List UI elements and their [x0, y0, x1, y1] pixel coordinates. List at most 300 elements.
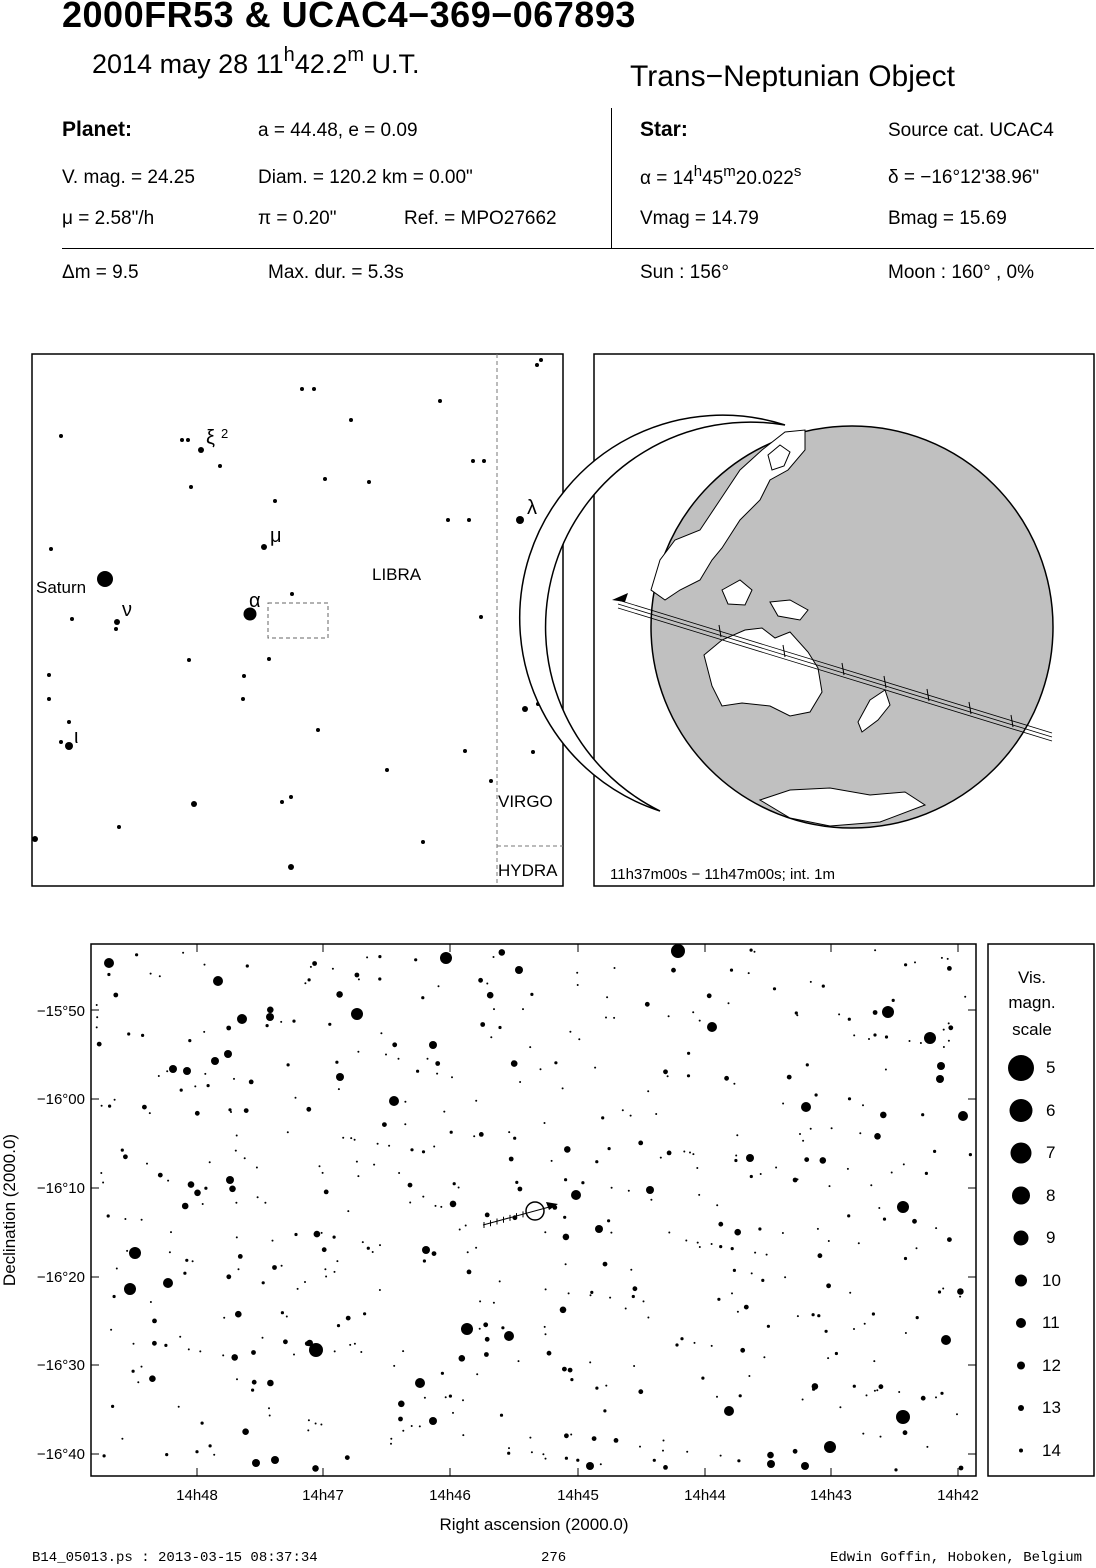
- detail-star: [921, 1396, 926, 1401]
- finder-stars: [32, 358, 556, 870]
- detail-star: [754, 951, 756, 953]
- detail-star: [249, 1080, 254, 1085]
- detail-star: [831, 1127, 833, 1129]
- detail-star: [724, 1076, 729, 1081]
- planet-reference: Ref. = MPO27662: [404, 208, 557, 229]
- detail-star: [920, 1042, 922, 1044]
- detail-star: [324, 1190, 329, 1195]
- detail-star: [123, 1154, 128, 1159]
- constellation-virgo: VIRGO: [498, 792, 553, 811]
- detail-star: [141, 1219, 143, 1221]
- finder-star: [482, 459, 486, 463]
- legend-mag-label: 12: [1042, 1356, 1061, 1375]
- legend-mag-label: 11: [1042, 1313, 1060, 1332]
- detail-star: [935, 1227, 937, 1229]
- detail-star: [167, 1180, 169, 1182]
- detail-star: [817, 1314, 820, 1317]
- detail-star: [839, 1406, 841, 1408]
- finder-star: [242, 674, 246, 678]
- detail-star: [135, 953, 138, 956]
- finder-star: [463, 749, 467, 753]
- detail-star: [663, 1440, 665, 1442]
- detail-star: [826, 1283, 831, 1288]
- detail-star: [467, 1270, 472, 1275]
- detail-star: [515, 1181, 518, 1184]
- detail-star: [449, 1395, 452, 1398]
- detail-star: [796, 1014, 798, 1016]
- detail-star: [590, 1294, 592, 1296]
- detail-star: [281, 1265, 283, 1267]
- detail-star: [504, 1331, 514, 1341]
- detail-star: [150, 973, 152, 975]
- detail-star: [873, 1010, 878, 1015]
- detail-star: [473, 1135, 475, 1137]
- detail-star: [349, 1344, 351, 1346]
- detail-star: [853, 1034, 855, 1036]
- detail-star: [269, 1415, 271, 1417]
- detail-star: [734, 1229, 741, 1236]
- detail-star: [916, 1316, 919, 1319]
- detail-star: [385, 1054, 387, 1056]
- detail-star: [493, 1302, 495, 1304]
- detail-star: [450, 1201, 457, 1208]
- legend-dot: [1016, 1318, 1026, 1328]
- detail-star: [529, 1046, 531, 1048]
- detail-star: [653, 1459, 656, 1462]
- detail-star: [380, 1032, 382, 1034]
- footer-author: Edwin Goffin, Hoboken, Belgium: [830, 1550, 1083, 1566]
- detail-star: [609, 1297, 611, 1299]
- detail-star: [698, 1194, 700, 1196]
- finder-star: [516, 516, 524, 524]
- detail-star: [544, 1231, 546, 1233]
- detail-star: [493, 956, 495, 958]
- detail-star: [266, 1013, 274, 1021]
- detail-star: [564, 1178, 567, 1181]
- label-xi2-sup: 2: [221, 426, 229, 441]
- detail-star: [415, 1378, 425, 1388]
- detail-star: [847, 1214, 850, 1217]
- detail-star: [358, 978, 360, 980]
- detail-star: [595, 1225, 603, 1233]
- detail-star: [231, 1354, 238, 1361]
- finder-star: [47, 673, 51, 677]
- detail-star: [847, 1168, 849, 1170]
- detail-star: [235, 1150, 237, 1152]
- detail-star: [308, 1419, 310, 1421]
- axis-ticks: [91, 944, 976, 1476]
- detail-star: [484, 1352, 489, 1357]
- detail-star: [213, 976, 223, 986]
- finder-star: [288, 864, 294, 870]
- legend-dot: [1012, 1187, 1030, 1205]
- detail-star: [858, 1242, 860, 1244]
- detail-star: [876, 1389, 878, 1391]
- detail-star: [958, 1111, 968, 1121]
- detail-star: [633, 1286, 638, 1291]
- detail-star: [170, 1231, 172, 1233]
- detail-star: [544, 1326, 546, 1328]
- detail-star: [453, 1182, 456, 1185]
- detail-star: [904, 1257, 907, 1260]
- detail-star: [333, 1236, 336, 1239]
- max-duration: Max. dur. = 5.3s: [268, 262, 404, 283]
- legend-dots: [1008, 1055, 1034, 1453]
- detail-star: [883, 1218, 886, 1221]
- detail-star: [393, 1365, 395, 1367]
- finder-star: [189, 485, 193, 489]
- finder-star: [198, 447, 204, 453]
- detail-star: [443, 1111, 445, 1113]
- detail-star: [568, 1292, 570, 1294]
- detail-star: [142, 1105, 147, 1110]
- y-tick-label: −16°40: [36, 1446, 85, 1463]
- detail-star: [767, 1325, 770, 1328]
- ra-prefix: α = 14: [640, 168, 694, 189]
- detail-star: [507, 1452, 510, 1455]
- detail-star: [804, 1157, 809, 1162]
- detail-star: [226, 1026, 231, 1031]
- detail-star: [838, 1013, 840, 1015]
- finder-star: [59, 434, 63, 438]
- detail-star: [943, 1029, 945, 1031]
- detail-star: [938, 1290, 941, 1293]
- detail-star: [309, 1343, 323, 1357]
- detail-star: [793, 1178, 798, 1183]
- detail-star: [784, 1276, 786, 1278]
- finder-star: [349, 418, 353, 422]
- detail-star: [711, 1345, 713, 1347]
- x-tick-label: 14h43: [810, 1487, 852, 1504]
- detail-star: [357, 1051, 359, 1053]
- legend-dot: [1011, 1143, 1032, 1164]
- detail-star: [107, 1214, 110, 1217]
- finder-star: [531, 750, 535, 754]
- detail-star: [183, 1067, 191, 1075]
- detail-star: [295, 1097, 297, 1099]
- detail-star: [825, 1330, 828, 1333]
- detail-star: [264, 1202, 266, 1204]
- finder-star: [261, 544, 267, 550]
- detail-star: [943, 1046, 945, 1048]
- detail-star: [614, 1438, 619, 1443]
- detail-star: [113, 1295, 116, 1298]
- detail-star: [942, 1288, 944, 1290]
- label-mu: μ: [270, 525, 282, 547]
- detail-star: [898, 1391, 900, 1393]
- detail-star: [235, 1311, 242, 1318]
- detail-star: [159, 975, 161, 977]
- detail-star: [389, 1096, 399, 1106]
- detail-star: [810, 981, 812, 983]
- detail-star: [522, 1008, 524, 1010]
- detail-star: [959, 1296, 961, 1298]
- detail-star: [422, 1246, 430, 1254]
- detail-star: [499, 1280, 501, 1282]
- detail-star: [632, 1295, 635, 1298]
- detail-star: [731, 1247, 734, 1250]
- detail-frame: [91, 944, 976, 1476]
- detail-star: [236, 1135, 238, 1137]
- detail-star: [730, 969, 733, 972]
- date-minute-unit: m: [347, 44, 364, 66]
- detail-star: [485, 1337, 490, 1342]
- moon-info: Moon : 160° , 0%: [888, 262, 1034, 283]
- detail-star: [570, 1378, 573, 1381]
- detail-star: [237, 1014, 247, 1024]
- detail-star: [283, 1339, 288, 1344]
- detail-star: [475, 1100, 477, 1102]
- detail-star: [903, 1430, 908, 1435]
- detail-star: [479, 1132, 484, 1137]
- detail-star: [737, 1459, 740, 1462]
- detail-star: [717, 1298, 720, 1301]
- detail-star: [423, 1259, 426, 1262]
- planet-diameter: Diam. = 120.2 km = 0.00": [258, 167, 473, 188]
- detail-star: [924, 1032, 936, 1044]
- detail-star: [921, 1113, 924, 1116]
- detail-star: [459, 1355, 466, 1362]
- detail-star: [281, 1311, 284, 1314]
- detail-star: [603, 1262, 608, 1267]
- detail-star: [452, 1412, 454, 1414]
- detail-star: [435, 1061, 440, 1066]
- detail-star: [812, 1383, 819, 1390]
- detail-star: [630, 1115, 632, 1117]
- detail-star: [114, 1099, 116, 1101]
- detail-star: [647, 1090, 649, 1092]
- detail-star: [795, 1011, 798, 1014]
- detail-star: [312, 961, 317, 966]
- detail-star: [862, 1104, 864, 1106]
- detail-star: [244, 1157, 246, 1159]
- detail-star: [422, 1196, 424, 1198]
- detail-star: [925, 1172, 928, 1175]
- detail-star: [509, 1157, 514, 1162]
- detail-star: [266, 1024, 269, 1027]
- detail-star: [141, 1034, 144, 1037]
- detail-star: [568, 1368, 573, 1373]
- detail-star: [874, 1133, 881, 1140]
- constellation-hydra: HYDRA: [498, 861, 558, 880]
- detail-star: [180, 1089, 183, 1092]
- detail-star: [479, 1328, 481, 1330]
- detail-star: [782, 1232, 784, 1234]
- detail-star: [127, 1032, 130, 1035]
- detail-star: [441, 1372, 444, 1375]
- detail-star: [203, 1031, 205, 1033]
- detail-star: [540, 1068, 542, 1070]
- detail-star: [252, 1459, 260, 1467]
- detail-star: [96, 1026, 98, 1028]
- detail-star: [195, 1111, 200, 1116]
- finder-star: [97, 571, 113, 587]
- detail-star: [646, 1186, 654, 1194]
- detail-star: [414, 958, 417, 961]
- detail-star: [589, 1361, 591, 1363]
- detail-star: [948, 1040, 950, 1042]
- ra-seconds: 20.022: [735, 168, 794, 189]
- detail-star: [748, 1375, 750, 1377]
- detail-star: [650, 1199, 652, 1201]
- detail-star: [404, 1101, 406, 1103]
- detail-star: [600, 1463, 602, 1465]
- detail-star: [643, 1300, 645, 1302]
- detail-star: [578, 1038, 580, 1040]
- detail-star: [663, 1069, 668, 1074]
- detail-star: [223, 1317, 225, 1319]
- finder-star: [323, 477, 327, 481]
- finder-star: [316, 728, 320, 732]
- detail-star: [663, 1465, 668, 1470]
- detail-star: [763, 1356, 765, 1358]
- detail-star: [692, 1153, 694, 1155]
- detail-star: [799, 1133, 801, 1135]
- legend-mag-label: 14: [1042, 1441, 1061, 1460]
- detail-star: [782, 1103, 784, 1105]
- detail-star: [815, 1093, 818, 1096]
- finder-star: [539, 358, 543, 362]
- finder-star: [114, 627, 118, 631]
- detail-star: [421, 996, 424, 999]
- detail-star: [734, 1159, 737, 1162]
- detail-star: [613, 1017, 615, 1019]
- detail-star: [236, 1378, 238, 1380]
- planet-vmag: V. mag. = 24.25: [62, 167, 195, 188]
- detail-star: [433, 1146, 435, 1148]
- detail-star: [324, 1268, 326, 1270]
- finder-star: [114, 619, 120, 625]
- y-tick-label: −16°30: [36, 1357, 85, 1374]
- detail-star: [545, 1333, 547, 1335]
- detail-star: [179, 1336, 181, 1338]
- x-axis-label: Right ascension (2000.0): [439, 1515, 629, 1534]
- x-tick-label: 14h46: [429, 1487, 471, 1504]
- detail-star: [312, 1465, 319, 1472]
- detail-star: [645, 1002, 650, 1007]
- detail-star: [787, 1075, 792, 1080]
- detail-star: [310, 966, 312, 968]
- detail-star: [719, 1245, 722, 1248]
- detail-star: [885, 1035, 888, 1038]
- detail-star: [614, 967, 616, 969]
- detail-star: [835, 1352, 838, 1355]
- detail-star: [592, 1436, 597, 1441]
- detail-star: [565, 1457, 568, 1460]
- detail-star: [475, 1247, 477, 1249]
- detail-star: [408, 1183, 413, 1188]
- detail-star: [628, 1190, 630, 1192]
- detail-star: [346, 1316, 351, 1321]
- detail-star: [416, 1070, 419, 1073]
- detail-star: [202, 1203, 204, 1205]
- detail-star: [152, 1341, 157, 1346]
- detail-star: [164, 1344, 167, 1347]
- detail-star: [551, 1160, 553, 1162]
- detail-star: [321, 1232, 323, 1234]
- label-saturn: Saturn: [36, 578, 87, 597]
- detail-star: [398, 1172, 400, 1174]
- detail-star: [760, 1173, 762, 1175]
- detail-star: [485, 1213, 490, 1218]
- detail-star: [671, 968, 676, 973]
- detail-star: [731, 1292, 733, 1294]
- legend-dot: [1008, 1055, 1034, 1081]
- detail-star: [100, 1172, 102, 1174]
- detail-star: [445, 1396, 447, 1398]
- detail-star: [766, 1254, 768, 1256]
- detail-star: [802, 1140, 804, 1142]
- earth-disc: [651, 426, 1053, 828]
- detail-star: [251, 1389, 254, 1392]
- date-minutes: 42.2: [294, 49, 348, 79]
- detail-star: [820, 1157, 827, 1164]
- detail-star: [818, 1253, 823, 1258]
- detail-star: [308, 978, 311, 981]
- detail-star: [476, 1373, 478, 1375]
- detail-star-chart: [0, 944, 979, 1534]
- legend-mag-label: 8: [1046, 1186, 1056, 1205]
- detail-star: [165, 1453, 168, 1456]
- detail-star: [896, 1410, 910, 1424]
- planet-motion: μ = 2.58"/h: [62, 208, 155, 229]
- detail-star: [256, 1167, 258, 1169]
- detail-star: [332, 968, 334, 970]
- detail-star: [801, 1462, 809, 1470]
- detail-star: [947, 1237, 952, 1242]
- star-source: Source cat. UCAC4: [888, 120, 1054, 141]
- finder-star: [479, 615, 483, 619]
- detail-star: [564, 1433, 569, 1438]
- detail-star: [267, 1007, 274, 1014]
- detail-star: [735, 1155, 737, 1157]
- detail-star: [286, 1316, 288, 1318]
- detail-star: [242, 1428, 249, 1435]
- finder-star: [289, 795, 293, 799]
- detail-star: [244, 1108, 249, 1113]
- detail-star: [294, 1233, 297, 1236]
- detail-star: [478, 978, 483, 983]
- star-vmag: Vmag = 14.79: [640, 208, 759, 229]
- detail-star: [667, 1075, 669, 1077]
- detail-star: [211, 1057, 219, 1065]
- detail-star: [158, 1173, 163, 1178]
- detail-star: [150, 1301, 152, 1303]
- detail-star: [188, 1181, 195, 1188]
- detail-star: [342, 1137, 344, 1139]
- detail-star: [545, 1288, 547, 1290]
- detail-star: [595, 1160, 598, 1163]
- detail-star: [382, 1122, 387, 1127]
- detail-star: [373, 1164, 375, 1166]
- detail-star: [334, 1271, 336, 1273]
- detail-star: [398, 1401, 405, 1408]
- detail-star: [638, 1141, 643, 1146]
- detail-star: [335, 1061, 338, 1064]
- detail-star: [267, 1380, 274, 1387]
- detail-star: [209, 1444, 212, 1447]
- detail-star: [880, 1112, 887, 1119]
- detail-star: [797, 1315, 799, 1317]
- detail-star: [662, 1450, 664, 1452]
- detail-star: [113, 993, 118, 998]
- detail-star: [462, 1434, 464, 1436]
- detail-star: [347, 1210, 349, 1212]
- detail-star: [547, 1351, 552, 1356]
- detail-star: [121, 1438, 123, 1440]
- detail-star: [916, 1247, 918, 1249]
- finder-star: [180, 438, 184, 442]
